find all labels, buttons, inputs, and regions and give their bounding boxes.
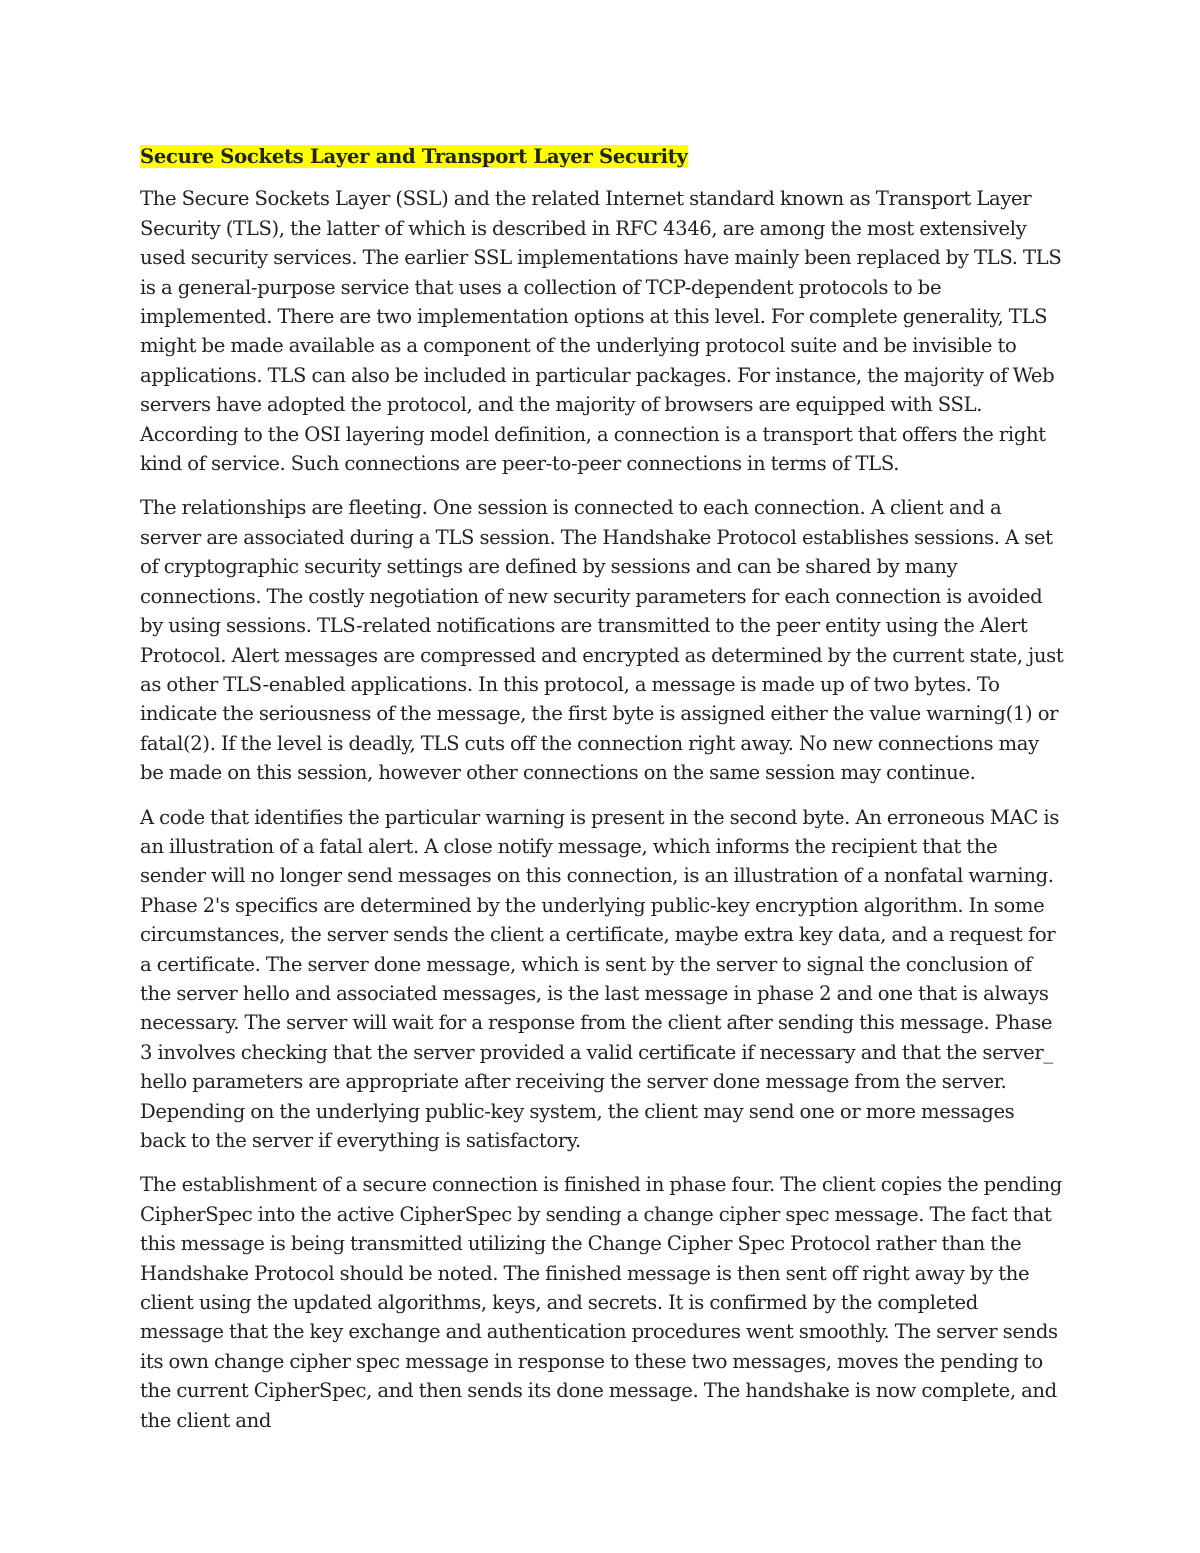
paragraph-1: The Secure Sockets Layer (SSL) and the related Internet standard known as Transport Layer Security (TLS), the latter of which is described in RFC 4346, are among the most extensively used security services. The earlier SSL implementations have mainly been replaced by TLS. TLS is a general-purpose service that uses a collection of TCP-dependent protocols to be implemented. There are two implementation options at this level. For complete generality, TLS might be made available as a component of the underlying protocol suite and be invisible to applications. TLS can also be included in particular packages. For instance, the majority of Web servers have adopted the protocol, and the majority of browsers are equipped with SSL. According to the OSI layering model definition, a connection is a transport that offers the right kind of service. Such connections are peer-to-peer connections in terms of TLS. <box>140 187 1062 476</box>
paragraph-3: A code that identifies the particular warning is present in the second byte. An erroneous MAC is an illustration of a fatal alert. A close notify message, which informs the recipient that the sender will no longer send messages on this connection, is an illustration of a nonfatal warning. Phase 2's specifics are determined by the underlying public-key encryption algorithm. In some circumstances, the server sends the client a certificate, maybe extra key data, and a request for a certificate. The server done message, which is sent by the server to signal the conclusion of the server hello and associated messages, is the last message in phase 2 and one that is always necessary. The server will wait for a response from the client after sending this message. Phase 3 involves checking that the server provided a valid certificate if necessary and that the server_ hello parameters are appropriate after receiving the server done message from the server. Depending on the underlying public-key system, the client may send one or more messages back to the server if everything is satisfactory. <box>140 805 1060 1152</box>
document-title <box>140 142 1065 171</box>
paragraph-4: The establishment of a secure connection is finished in phase four. The client copies the pending CipherSpec into the active CipherSpec by sending a change cipher spec message. The fact that this message is being transmitted utilizing the Change Cipher Spec Protocol rather than the Handshake Protocol should be noted. The finished message is then sent off right away by the client using the updated algorithms, keys, and secrets. It is confirmed by the completed message that the key exchange and authentication procedures went smoothly. The server sends its own change cipher spec message in response to these two messages, moves the pending to the current CipherSpec, and then sends its done message. The handshake is now complete, and the client and <box>140 1173 1062 1432</box>
title-highlight: Secure Sockets Layer and Transport Layer Security <box>140 145 688 168</box>
paragraph-2: The relationships are fleeting. One session is connected to each connection. A client and a server are associated during a TLS session. The Handshake Protocol establishes sessions. A set of cryptographic security settings are defined by sessions and can be shared by many connections. The costly negotiation of new security parameters for each connection is avoided by using sessions. TLS-related notifications are transmitted to the peer entity using the Alert Protocol. Alert messages are compressed and encrypted as determined by the current state, just as other TLS-enabled applications. In this protocol, a message is made up of two bytes. To indicate the seriousness of the message, the first byte is assigned either the value warning(1) or fatal(2). If the level is deadly, TLS cuts off the connection right away. No new connections may be made on this session, however other connections on the same session may continue. <box>140 496 1064 785</box>
document-body <box>140 142 1065 1450</box>
